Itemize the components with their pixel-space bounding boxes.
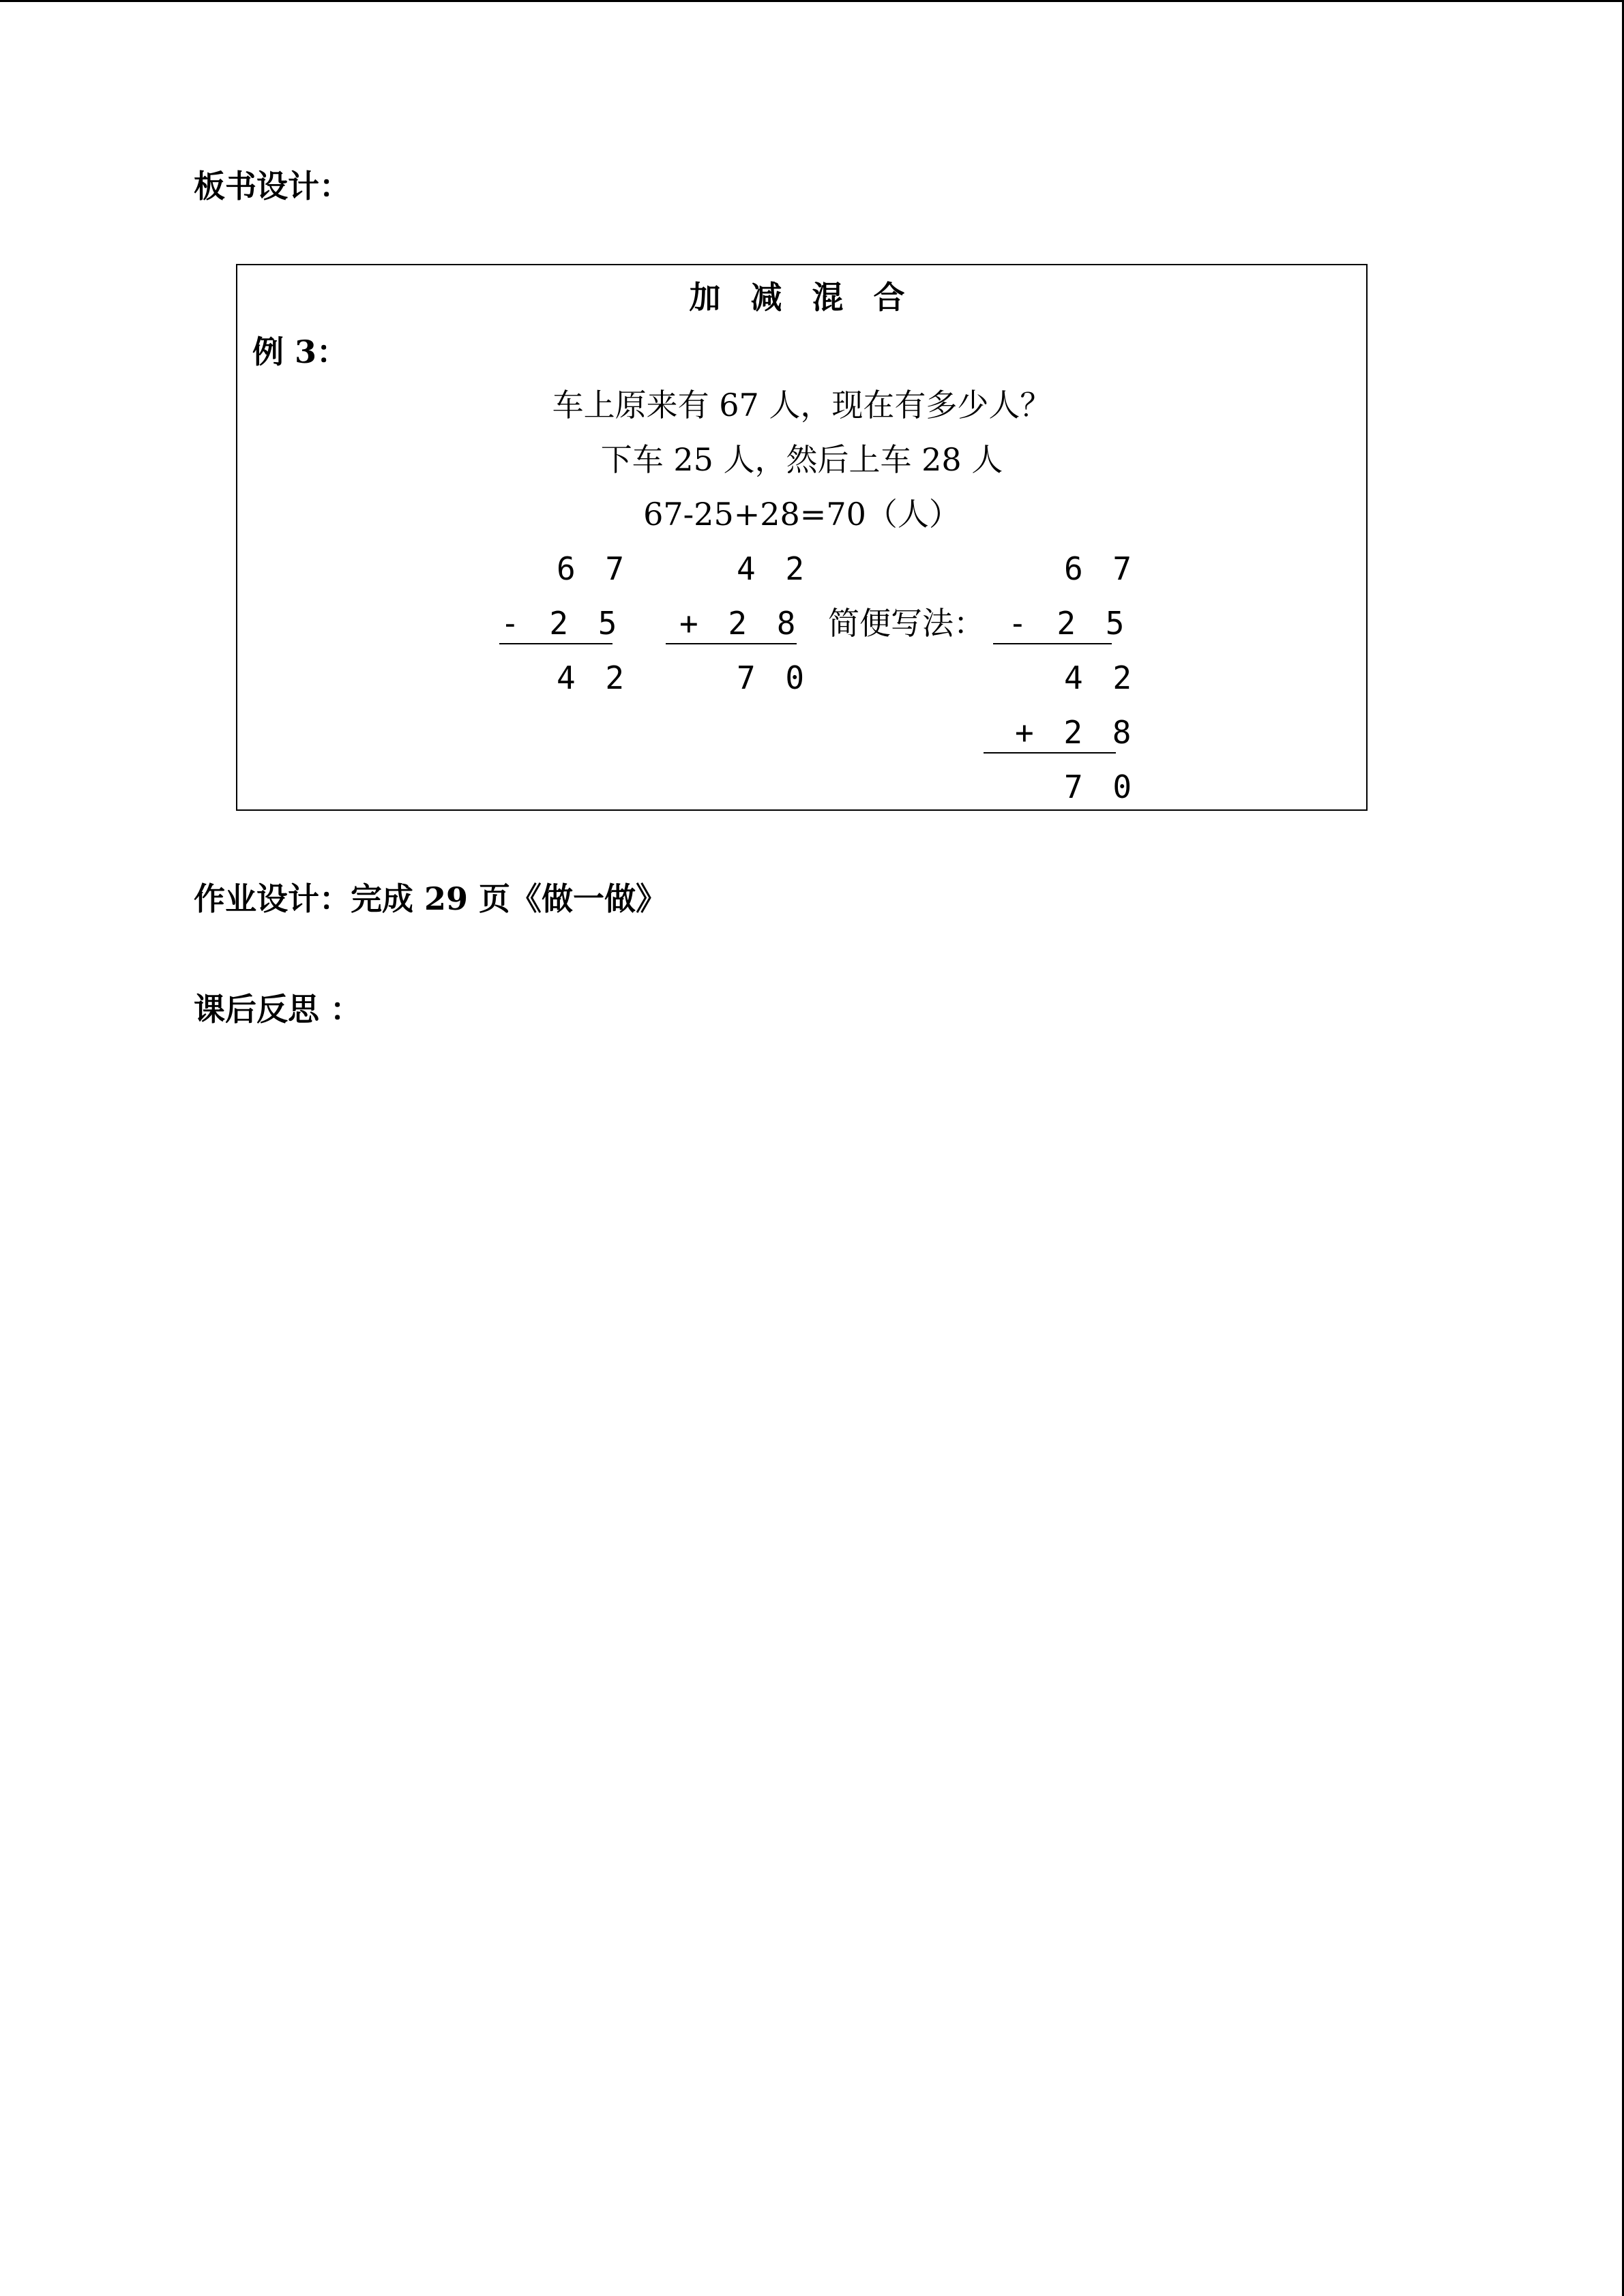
calc3-result: 7 0 (1064, 769, 1138, 805)
problem-line-1: 车上原来有 67 人，现在有多少人？ (552, 387, 1052, 423)
blackboard-design-box (236, 264, 1368, 811)
calc1-operator-row: - 2 5 (501, 605, 623, 642)
board-design-heading: 板书设计： (194, 168, 351, 205)
simple-method-label: 简便写法： (828, 605, 985, 642)
calc3-operator-row-1: - 2 5 (1008, 605, 1130, 642)
calc1-rule (499, 643, 612, 644)
page-top-border (0, 0, 1624, 2)
calc3-rule-1 (993, 643, 1112, 644)
calc3-rule-2 (984, 752, 1116, 754)
example-label: 例 3： (252, 333, 349, 370)
calc3-operator-row-2: + 2 8 (1015, 714, 1137, 751)
problem-line-2: 下车 25 人，然后上车 28 人 (600, 441, 1003, 478)
homework-heading: 作业设计：完成 29 页《做一做》 (194, 880, 668, 917)
calc2-operator-row: + 2 8 (679, 605, 801, 642)
calc2-rule (666, 643, 797, 644)
calc1-result: 4 2 (557, 659, 630, 696)
calc3-top: 6 7 (1064, 550, 1138, 587)
calc1-top: 6 7 (557, 550, 630, 587)
equation-line: 67-25+28=70（人） (643, 496, 960, 533)
calc3-mid: 4 2 (1064, 659, 1138, 696)
calc2-result: 7 0 (737, 659, 810, 696)
reflection-heading: 课后反思 ： (194, 991, 362, 1028)
calc2-top: 4 2 (737, 550, 810, 587)
board-title: 加 减 混 合 (689, 279, 915, 316)
